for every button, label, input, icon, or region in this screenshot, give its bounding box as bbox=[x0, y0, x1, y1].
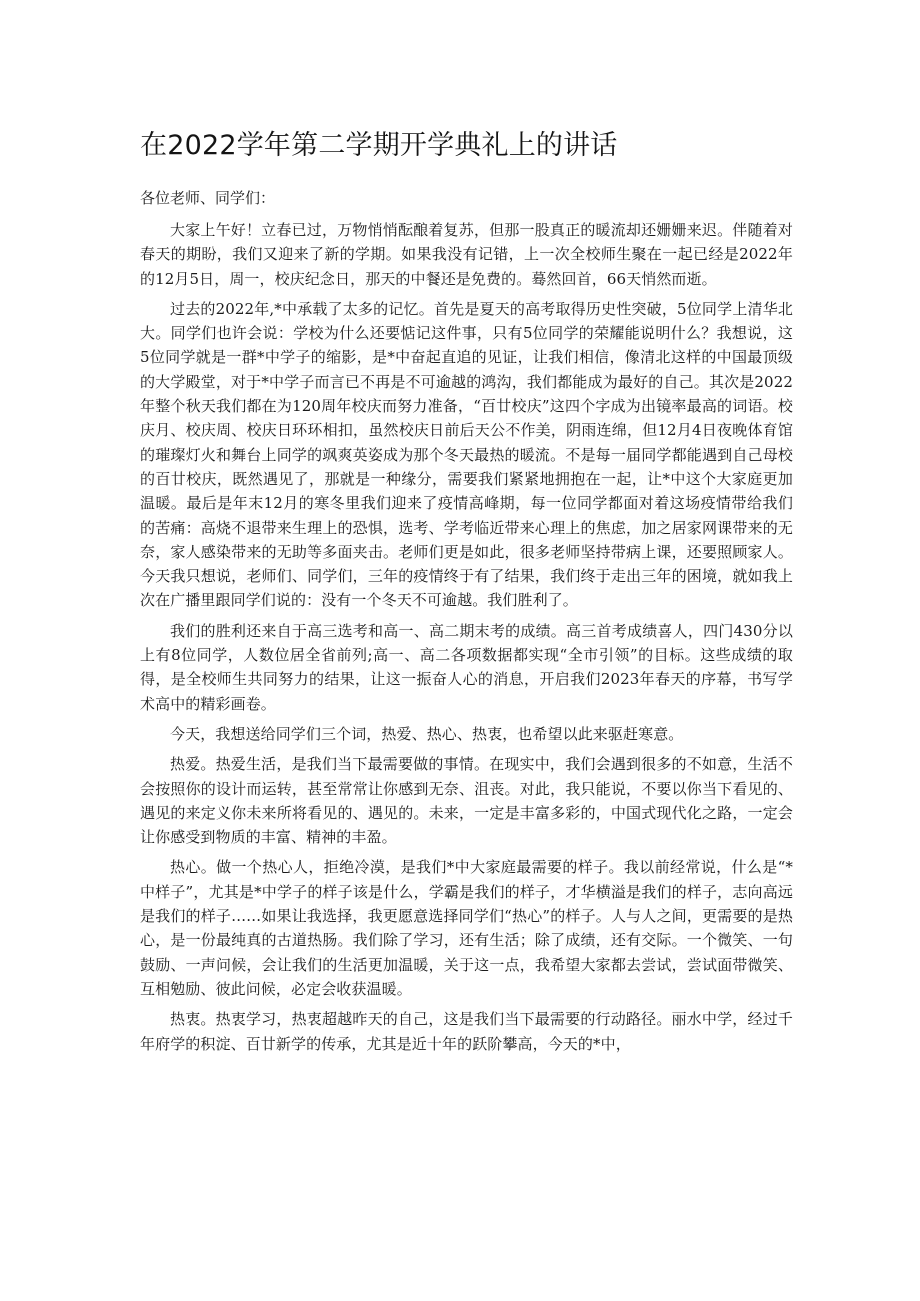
salutation: 各位老师、同学们： bbox=[140, 189, 276, 207]
paragraph-enthusiasm: 热衷。热衷学习，热衷超越昨天的自己，这是我们当下最需要的行动路径。丽水中学，经过千年府学的积淀、百廿新学的传承，尤其是近十年的跃阶攀高，今天的*中， bbox=[140, 1010, 793, 1053]
paragraph-three-words: 今天，我想送给同学们三个词，热爱、热心、热衷，也希望以此来驱赶寒意。 bbox=[170, 724, 684, 743]
paragraph-greeting: 大家上午好！立春已过，万物悄悄酝酿着复苏，但那一股真正的暖流却还姗姗来迟。伴随着对春天的期盼，我们又迎来了新的学期。如果我没有记错，上一次全校师生聚在一起已经是2022年的12月5日，周一，校庆纪念日，那天的中餐还是免费的。蓦然回首，66天悄然而逝。 bbox=[140, 221, 793, 288]
paragraph-exam-results: 我们的胜利还来自于高三选考和高一、高二期末考的成绩。高三首考成绩喜人，四门430分以上有8位同学，人数位居全省前列;高一、高二各项数据都实现“全市引领”的目标。这些成绩的取得，是全校师生共同努力的结果，让这一振奋人心的消息，开启我们2023年春天的序幕，书写学术高中的精彩画卷。 bbox=[140, 621, 793, 713]
document-title: 在2022学年第二学期开学典礼上的讲话 bbox=[140, 130, 618, 161]
paragraph-review-2022: 过去的2022年,*中承载了太多的记忆。首先是夏天的高考取得历史性突破，5位同学上清华北大。同学们也许会说：学校为什么还要惦记这件事，只有5位同学的荣耀能说明什么？我想说，这5位同学就是一群*中学子的缩影，是*中奋起直追的见证，让我们相信，像清北这样的中国最顶级的大学殿堂，对于*中学子而言已不再是不可逾越的鸿沟，我们都能成为最好的自己。其次是2022年整个秋天我们都在为120周年校庆而努力准备，“百廿校庆”这四个字成为出镜率最高的词语。校庆月、校庆周、校庆日环环相扣，虽然校庆日前后天公不作美，阴雨连绵，但12月4日夜晚体育馆的璀璨灯火和舞台上同学的飒爽英姿成为那个冬天最热的暖流。不是每一届同学都能遇到自己母校的百廿校庆，既然遇见了，那就是一种缘分，需要我们紧紧地拥抱在一起，让*中这个大家庭更加温暖。最后是年末12月的寒冬里我们迎来了疫情高峰期，每一位同学都面对着这场疫情带给我们的苦痛：高烧不退带来生理上的恐惧，选考、学考临近带来心理上的焦虑，加之居家网课带来的无奈，家人感染带来的无助等多面夹击。老师们更是如此，很多老师坚持带病上课，还要照顾家人。今天我只想说，老师们、同学们，三年的疫情终于有了结果，我们终于走出三年的困境，就如我上次在广播里跟同学们说的：没有一个冬天不可逾越。我们胜利了。 bbox=[140, 299, 793, 610]
paragraph-warm-heart: 热心。做一个热心人，拒绝冷漠，是我们*中大家庭最需要的样子。我以前经常说，什么是“*中样子”，尤其是*中学子的样子该是什么，学霸是我们的样子，才华横溢是我们的样子，志向高远是我们的样子……如果让我选择，我更愿意选择同学们“热心”的样子。人与人之间，更需要的是热心，是一份最纯真的古道热肠。我们除了学习，还有生活；除了成绩，还有交际。一个微笑、一句鼓励、一声问候，会让我们的生活更加温暖，关于这一点，我希望大家都去尝试，尝试面带微笑、互相勉励、彼此问候，必定会收获温暖。 bbox=[140, 858, 793, 998]
speech-document bbox=[140, 124, 793, 1062]
paragraph-love-life: 热爱。热爱生活，是我们当下最需要做的事情。在现实中，我们会遇到很多的不如意，生活不会按照你的设计而运转，甚至常常让你感到无奈、沮丧。对此，我只能说，不要以你当下看见的、遇见的来定义你未来所将看见的、遇见的。未来，一定是丰富多彩的，中国式现代化之路，一定会让你感受到物质的丰富、精神的丰盈。 bbox=[140, 755, 793, 847]
